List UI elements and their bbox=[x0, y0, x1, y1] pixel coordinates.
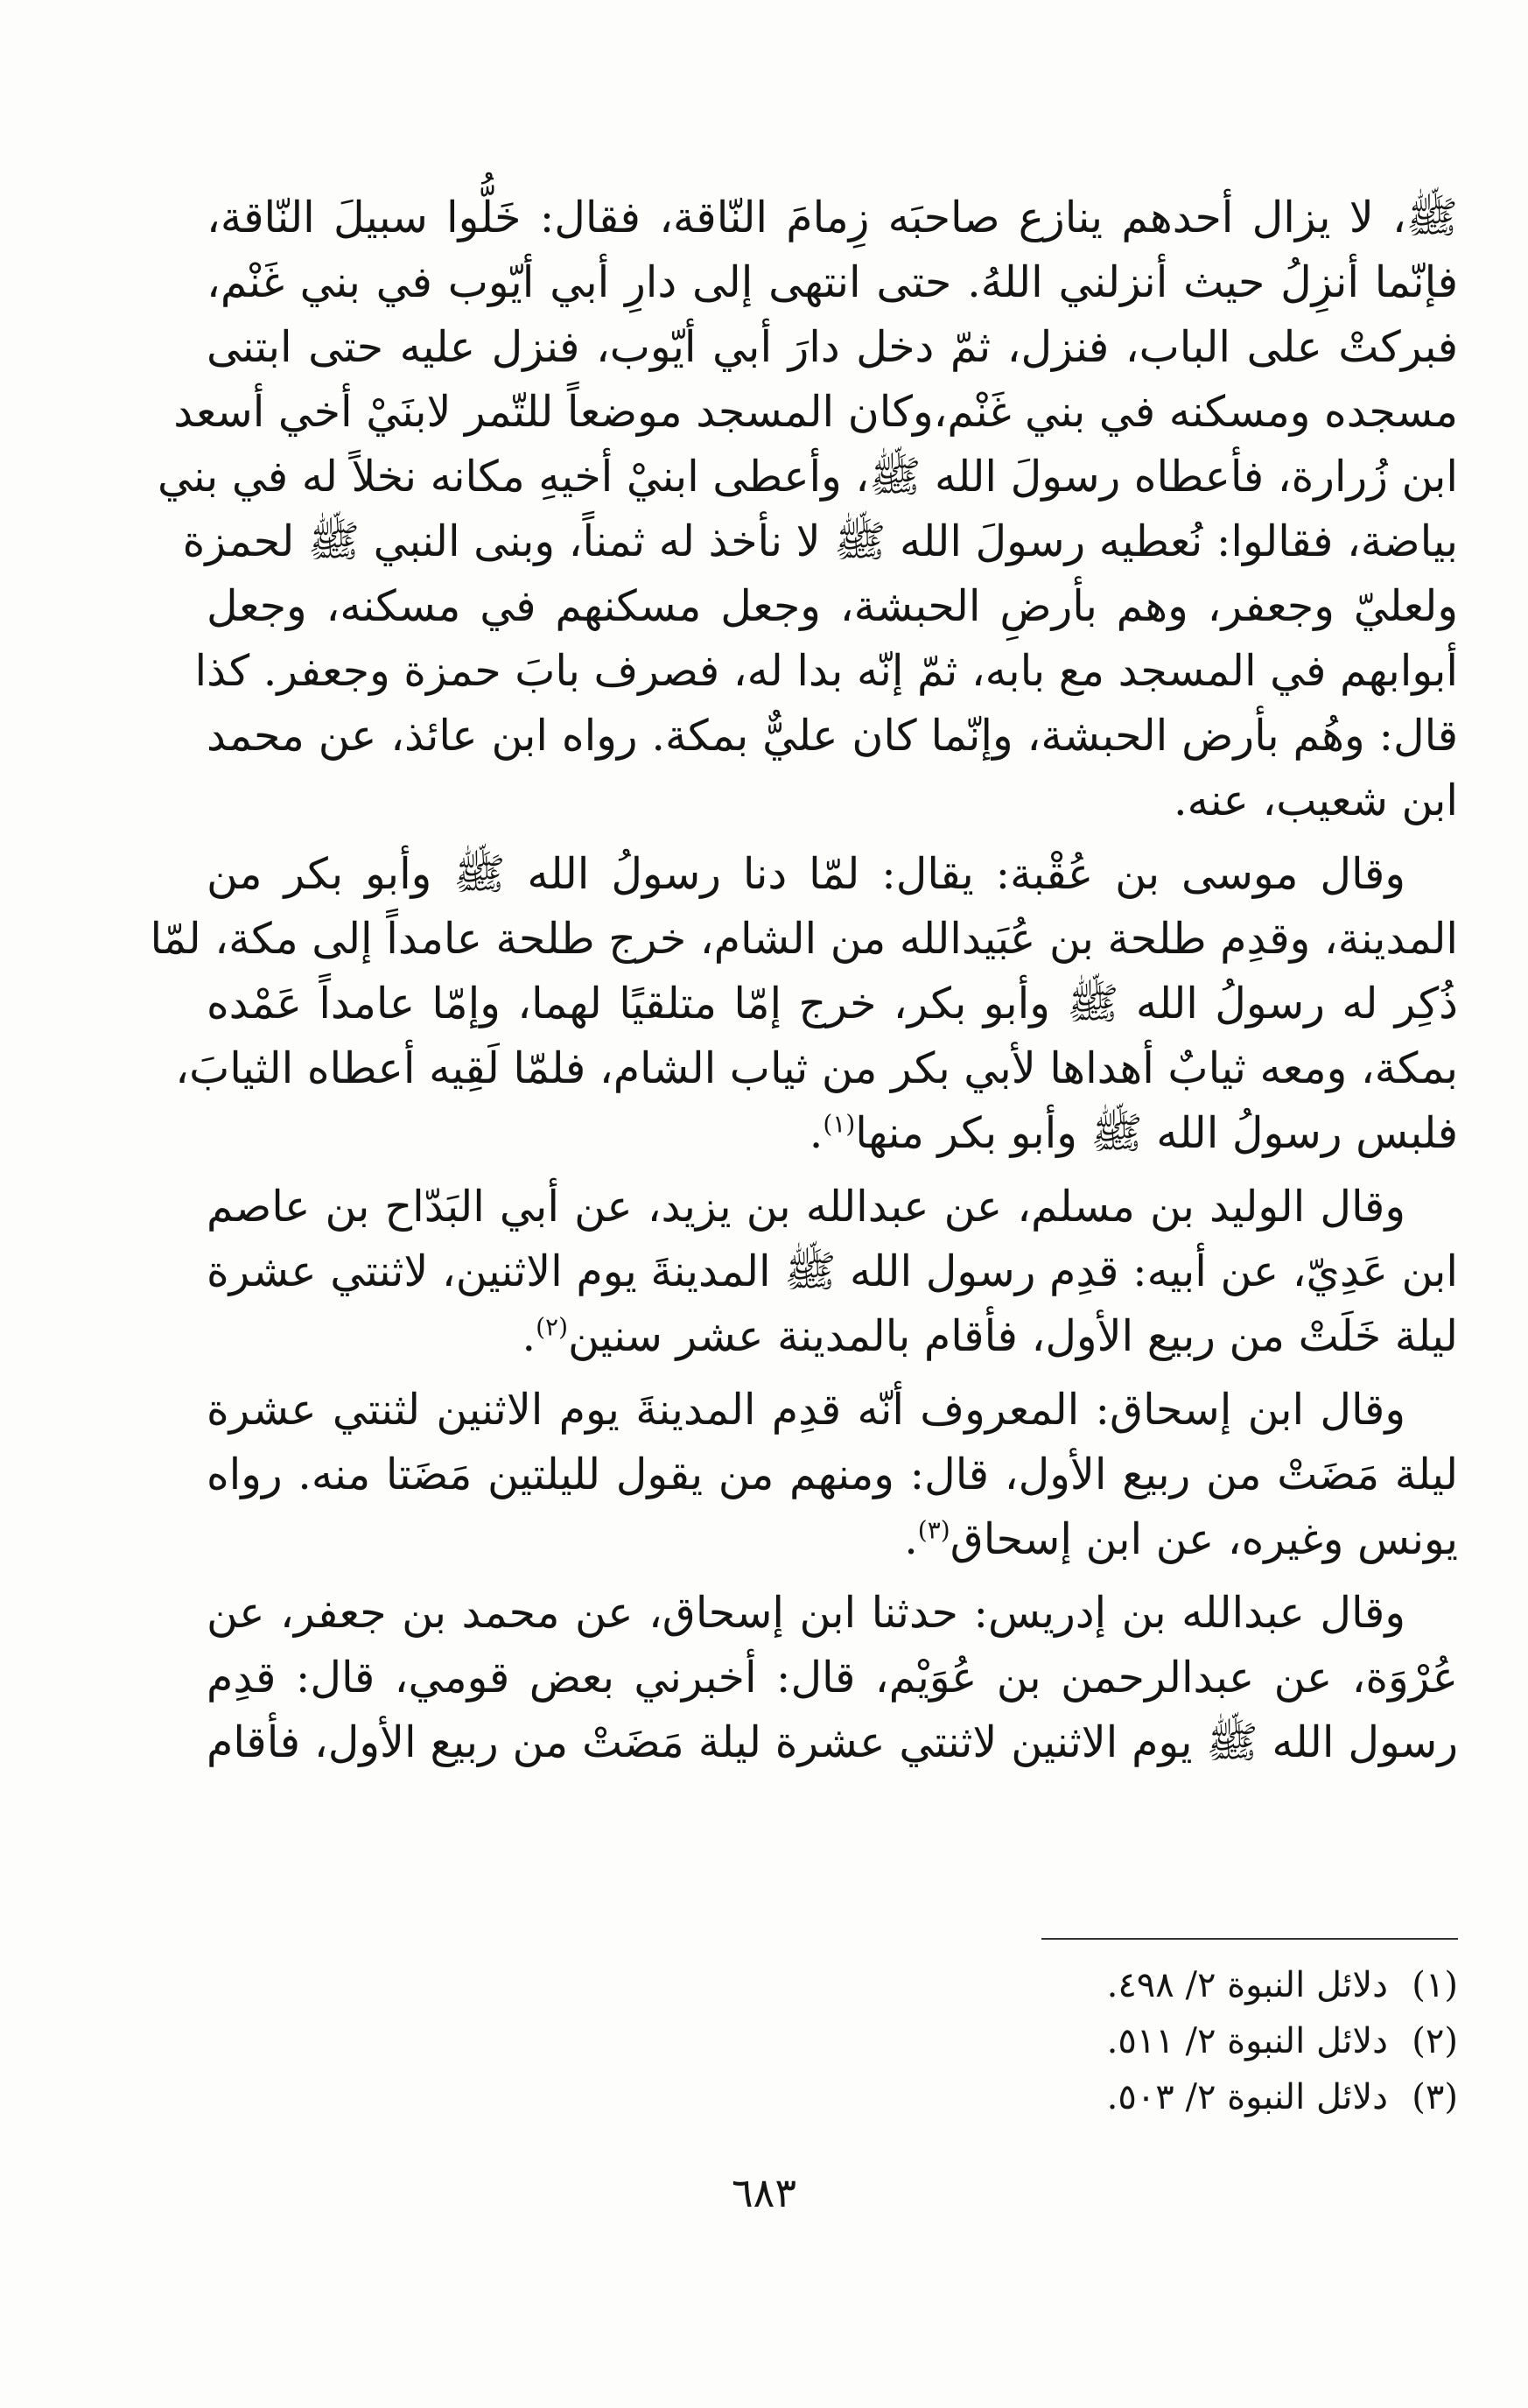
text-line: ذُكِر له رسولُ الله ﷺ وأبو بكر، خرج إمّا متلقيًا لهما، وإمّا عامداً عَمْده bbox=[207, 979, 1458, 1028]
text-line: بمكة، ومعه ثيابٌ أهداها لأبي بكر من ثياب الشام، فلمّا لَقِيه أعطاه الثيابَ، bbox=[175, 1043, 1458, 1093]
text-line: بياضة، فقالوا: نُعطيه رسولَ الله ﷺ لا نأخذ له ثمناً، وبنى النبي ﷺ لحمزة bbox=[182, 516, 1458, 566]
text-line-content: ليلة خَلَتْ من ربيع الأول، فأقام بالمدينة عشر سنين bbox=[568, 1311, 1458, 1361]
paragraph-4 bbox=[207, 1378, 1458, 1572]
footnotes bbox=[910, 1957, 1458, 2125]
text-line: رسول الله ﷺ يوم الاثنين لاثنتي عشرة ليلة مَضَتْ من ربيع الأول، فأقام bbox=[207, 1717, 1458, 1767]
main-text bbox=[150, 186, 1458, 1775]
text-line: وقال عبدالله بن إدريس: حدثنا ابن إسحاق، عن محمد بن جعفر، عن bbox=[207, 1588, 1405, 1638]
text-line: فإنّما أنزِلُ حيث أنزلني اللهُ. حتى انتهى إلى دارِ أبي أيّوب في بني غَنْم، bbox=[207, 257, 1458, 307]
text-line: المدينة، وقدِم طلحة بن عُبَيدالله من الشام، خرج طلحة عامداً إلى مكة، لمّا bbox=[150, 914, 1458, 964]
text-line: فبركتْ على الباب، فنزل، ثمّ دخل دارَ أبي أيّوب، فنزل عليه حتى ابتنى bbox=[207, 322, 1458, 372]
footnote-number: (٢) bbox=[1412, 2021, 1458, 2061]
footnote-text: دلائل النبوة ٢/ ٤٩٨. bbox=[1106, 1965, 1388, 2005]
footnote-text: دلائل النبوة ٢/ ٥١١. bbox=[1106, 2021, 1388, 2061]
footnote-3 bbox=[910, 2069, 1458, 2125]
text-line: ليلة مَضَتْ من ربيع الأول، قال: ومنهم من يقول لليلتين مَضَتا منه. رواه bbox=[207, 1450, 1458, 1499]
text-line: ابن عَدِيّ، عن أبيه: قدِم رسول الله ﷺ المدينةَ يوم الاثنين، لاثنتي عشرة bbox=[207, 1246, 1458, 1296]
text-line: ولعليّ وجعفر، وهم بأرضِ الحبشة، وجعل مسكنهم في مسكنه، وجعل bbox=[207, 581, 1458, 631]
text-line: فلبس رسولُ الله ﷺ وأبو بكر منها$^{(١)}$. bbox=[809, 1108, 1458, 1158]
paragraph-1 bbox=[158, 186, 1458, 833]
text-line: أبوابهم في المسجد مع بابه، ثمّ إنّه بدا له، فصرف بابَ حمزة وجعفر. كذا bbox=[194, 646, 1458, 696]
text-line: ابن زُرارة، فأعطاه رسولَ الله ﷺ، وأعطى ابنيْ أخيهِ مكانه نخلاً له في بني bbox=[158, 452, 1458, 502]
text-line: عُرْوَة، عن عبدالرحمن بن عُوَيْم، قال: أخبرني بعض قومي، قال: قدِم bbox=[207, 1653, 1458, 1702]
footnote-number: (٣) bbox=[1412, 2077, 1458, 2117]
text-line: يونس وغيره، عن ابن إسحاق$^{(٣)}$. bbox=[904, 1514, 1458, 1564]
text-line-content: فلبس رسولُ الله ﷺ وأبو بكر منها bbox=[855, 1108, 1458, 1158]
text-line: وقال موسى بن عُقْبة: يقال: لمّا دنا رسولُ الله ﷺ وأبو بكر من bbox=[207, 849, 1405, 899]
text-line: ليلة خَلَتْ من ربيع الأول، فأقام بالمدينة عشر سنين$^{(٢)}$. bbox=[522, 1311, 1458, 1361]
paragraph-5 bbox=[207, 1581, 1458, 1775]
text-line: وقال ابن إسحاق: المعروف أنّه قدِم المدينةَ يوم الاثنين لثنتي عشرة bbox=[207, 1385, 1405, 1435]
footnote-1 bbox=[910, 1957, 1458, 2013]
text-line-content: يونس وغيره، عن ابن إسحاق bbox=[950, 1514, 1458, 1564]
footnote-2 bbox=[910, 2013, 1458, 2069]
text-line: وقال الوليد بن مسلم، عن عبدالله بن يزيد، عن أبي البَدّاح بن عاصم bbox=[207, 1182, 1405, 1232]
text-line: مسجده ومسكنه في بني غَنْم،وكان المسجد موضعاً للتّمر لابنَيْ أخي أسعد bbox=[173, 387, 1458, 437]
footnote-ref[interactable]: (١) bbox=[823, 1109, 856, 1139]
footnote-ref[interactable]: (٢) bbox=[536, 1312, 568, 1342]
page-number: ٦٨٣ bbox=[731, 2169, 797, 2216]
paragraph-2 bbox=[150, 842, 1458, 1166]
footnote-ref[interactable]: (٣) bbox=[917, 1515, 950, 1545]
text-line: ﷺ، لا يزال أحدهم ينازع صاحبَه زِمامَ النّاقة، فقال: خَلُّوا سبيلَ النّاقة، bbox=[207, 193, 1458, 242]
text-line: قال: وهُم بأرض الحبشة، وإنّما كان عليٌّ بمكة. رواه ابن عائذ، عن محمد bbox=[207, 711, 1458, 761]
footnote-text: دلائل النبوة ٢/ ٥٠٣. bbox=[1106, 2077, 1388, 2117]
footnote-number: (١) bbox=[1412, 1965, 1458, 2005]
text-line: ابن شعيب، عنه. bbox=[1174, 776, 1458, 825]
paragraph-3 bbox=[207, 1175, 1458, 1369]
footnote-divider bbox=[1041, 1938, 1458, 1940]
